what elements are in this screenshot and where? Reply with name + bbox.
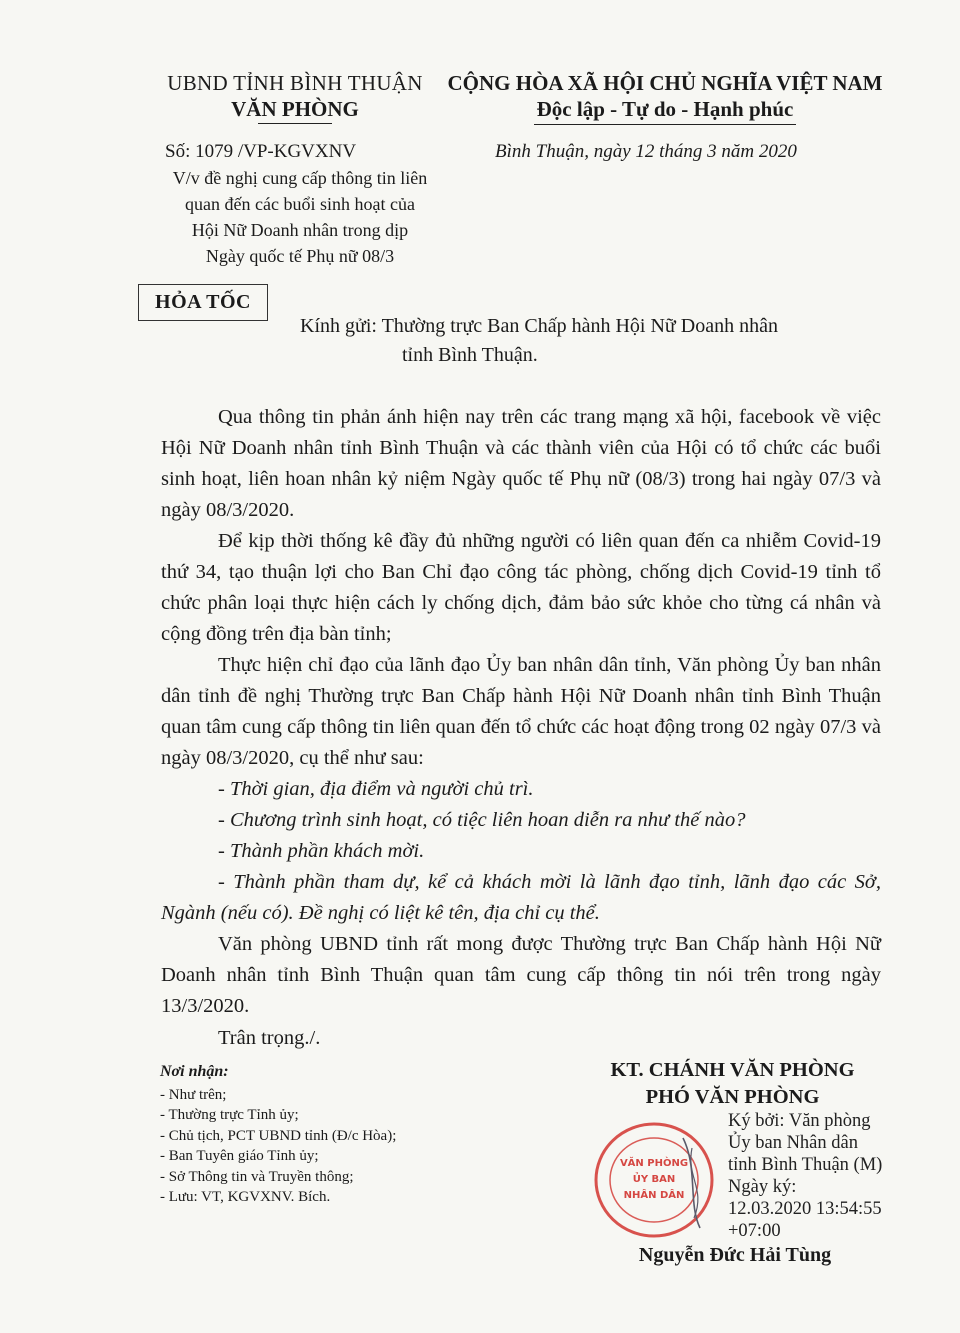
signature-title [560, 1057, 905, 1111]
seal-text: ỦY BAN [632, 1174, 676, 1185]
motto: Độc lập - Tự do - Hạnh phúc [536, 97, 794, 121]
request-item: - Thành phần tham dự, kể cả khách mời là lãnh đạo tỉnh, lãnh đạo các Sở, Ngành (nếu có). Đề nghị có liệt kê tên, địa chỉ cụ thể. [161, 871, 881, 924]
closing-paragraph: Văn phòng UBND tỉnh rất mong được Thường trực Ban Chấp hành Hội Nữ Doanh nhân tỉnh Bình Thuận quan tâm cung cấp thông tin nói trên trong ngày 13/3/2020. [161, 933, 881, 1017]
regards: Trân trọng./. [218, 1027, 321, 1049]
request-item: - Thành phần khách mời. [218, 840, 425, 862]
seal-text: VĂN PHÒNG [619, 1158, 689, 1169]
agency-underline [258, 123, 332, 124]
digital-signature-line: tỉnh Bình Thuận (M) [728, 1155, 883, 1175]
subject-line: quan đến các buổi sinh hoạt của [185, 194, 415, 214]
subject-line: V/v đề nghị cung cấp thông tin liên [172, 168, 428, 188]
document-subject [150, 165, 450, 269]
digital-signature-line: Ngày ký: [728, 1177, 797, 1197]
body-paragraph: Qua thông tin phản ánh hiện nay trên các trang mạng xã hội, facebook về việc Hội Nữ Doanh nhân tỉnh Bình Thuận và các thành viên của Hội có tổ chức các buổi sinh hoạt, liên hoan nhân kỷ niệm Ngày quốc tế Phụ nữ (08/3) trong hai ngày 07/3 và ngày 08/3/2020. [161, 406, 881, 521]
recipient-line: tỉnh Bình Thuận. [402, 344, 538, 366]
recipient-address [300, 312, 778, 370]
motto-underline [534, 124, 796, 125]
recipients-item: - Thường trực Tỉnh ủy; [160, 1107, 299, 1123]
recipients-item: - Như trên; [160, 1086, 227, 1103]
request-item: - Chương trình sinh hoạt, có tiệc liên hoan diễn ra như thế nào? [218, 809, 746, 831]
digital-signature-line: Ủy ban Nhân dân [728, 1133, 858, 1153]
signer-name: Nguyễn Đức Hải Tùng [638, 1244, 832, 1266]
request-item: - Thời gian, địa điểm và người chủ trì. [218, 778, 534, 800]
country-name: CỘNG HÒA XÃ HỘI CHỦ NGHĨA VIỆT NAM [447, 71, 883, 95]
office-name: VĂN PHÒNG [231, 97, 359, 121]
digital-signature-line: Ký bởi: Văn phòng [728, 1111, 871, 1131]
red-seal-stamp [588, 1118, 728, 1243]
recipients-item: - Sở Thông tin và Truyền thông; [160, 1168, 354, 1185]
issuing-agency [130, 70, 460, 124]
digital-signature-line: 12.03.2020 13:54:55 [728, 1199, 882, 1219]
recipients-item: - Lưu: VT, KGVXNV. Bích. [160, 1189, 331, 1205]
seal-text: NHÂN DÂN [623, 1190, 685, 1201]
digital-signature-line: +07:00 [728, 1221, 781, 1241]
recipients-item: - Ban Tuyên giáo Tỉnh ủy; [160, 1148, 319, 1164]
document-number: Số: 1079 /VP-KGVXNV [165, 141, 357, 162]
body-paragraph: Để kịp thời thống kê đầy đủ những người có liên quan đến ca nhiễm Covid-19 thứ 34, tạo thuận lợi cho Ban Chỉ đạo công tác phòng, chống dịch Covid-19 tỉnh tổ chức phân loại thực hiện cách ly chống dịch, đảm bảo sức khỏe cho từng cá nhân và cộng đồng trên địa bàn tỉnh; [161, 530, 881, 645]
signature-title-line: KT. CHÁNH VĂN PHÒNG [610, 1059, 855, 1081]
recipients-title: Nơi nhận: [160, 1063, 229, 1080]
signature-title-line: PHÓ VĂN PHÒNG [645, 1086, 820, 1108]
national-motto [440, 70, 890, 125]
agency-name: UBND TỈNH BÌNH THUẬN [167, 71, 423, 95]
subject-line: Ngày quốc tế Phụ nữ 08/3 [205, 246, 395, 266]
recipient-line: Kính gửi: Thường trực Ban Chấp hành Hội Nữ Doanh nhân [300, 315, 778, 337]
subject-line: Hội Nữ Doanh nhân trong dịp [191, 220, 409, 240]
urgency-stamp: HỎA TỐC [138, 284, 268, 321]
recipients-item: - Chủ tịch, PCT UBND tỉnh (Đ/c Hòa); [160, 1127, 397, 1144]
document-date: Bình Thuận, ngày 12 tháng 3 năm 2020 [495, 141, 797, 162]
body-paragraph: Thực hiện chỉ đạo của lãnh đạo Ủy ban nhân dân tỉnh, Văn phòng Ủy ban nhân dân tỉnh đề nghị Thường trực Ban Chấp hành Hội Nữ Doanh nhân tỉnh Bình Thuận quan tâm cung cấp thông tin liên quan đến tổ chức các hoạt động trong 02 ngày 07/3 và ngày 08/3/2020, cụ thể như sau: [161, 654, 881, 769]
digital-signature-info [728, 1110, 882, 1242]
letter-body [161, 402, 881, 1022]
recipients-list [160, 1062, 396, 1208]
